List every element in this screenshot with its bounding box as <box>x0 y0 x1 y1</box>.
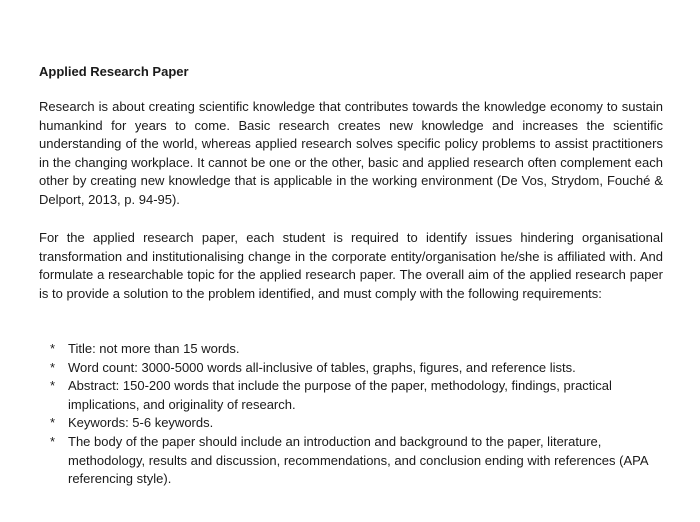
requirement-keywords: Keywords: 5-6 keywords. <box>68 415 214 431</box>
requirement-abstract: Abstract: 150-200 words that include the purpose of the paper, methodology, findings, practical implications, and originality of research. <box>68 378 612 412</box>
requirements-intro-paragraph: For the applied research paper, each student is required to identify issues hindering organisational transformation and institutionalising change in the corporate entity/organisation he/she is affiliated with. And formulate a researchable topic for the applied research paper. The overall aim of the applied research paper is to provide a solution to the problem identified, and must comply with the following requirements: <box>39 230 663 301</box>
requirement-title: Title: not more than 15 words. <box>68 341 240 356</box>
list-item <box>39 340 663 359</box>
bullet-icon: * <box>50 341 56 356</box>
bullet-icon: * <box>50 415 56 431</box>
document-title: Applied Research Paper <box>39 64 189 79</box>
requirement-word-count: Word count: 3000-5000 words all-inclusive of tables, graphs, figures, and reference lists. <box>68 359 576 375</box>
bullet-icon: * <box>50 433 56 449</box>
bullet-icon: * <box>50 359 56 375</box>
requirement-body: The body of the paper should include an introduction and background to the paper, literature, methodology, results and discussion, recommendations, and conclusion ending with references (APA referencing style). <box>68 433 648 487</box>
list-item <box>39 433 663 489</box>
list-item <box>39 414 663 433</box>
list-item <box>39 359 663 378</box>
bullet-icon: * <box>50 378 56 394</box>
list-item <box>39 377 663 414</box>
requirements-list <box>39 340 663 489</box>
intro-paragraph: Research is about creating scientific knowledge that contributes towards the knowledge economy to sustain humankind for years to come. Basic research creates new knowledge and increases the scientific understanding of the world, whereas applied research solves specific policy problems to assist practitioners in the changing workplace. It cannot be one or the other, basic and applied research often complement each other by creating new knowledge that is applicable in the working environment (De Vos, Strydom, Fouché & Delport, 2013, p. 94-95). <box>39 99 663 207</box>
